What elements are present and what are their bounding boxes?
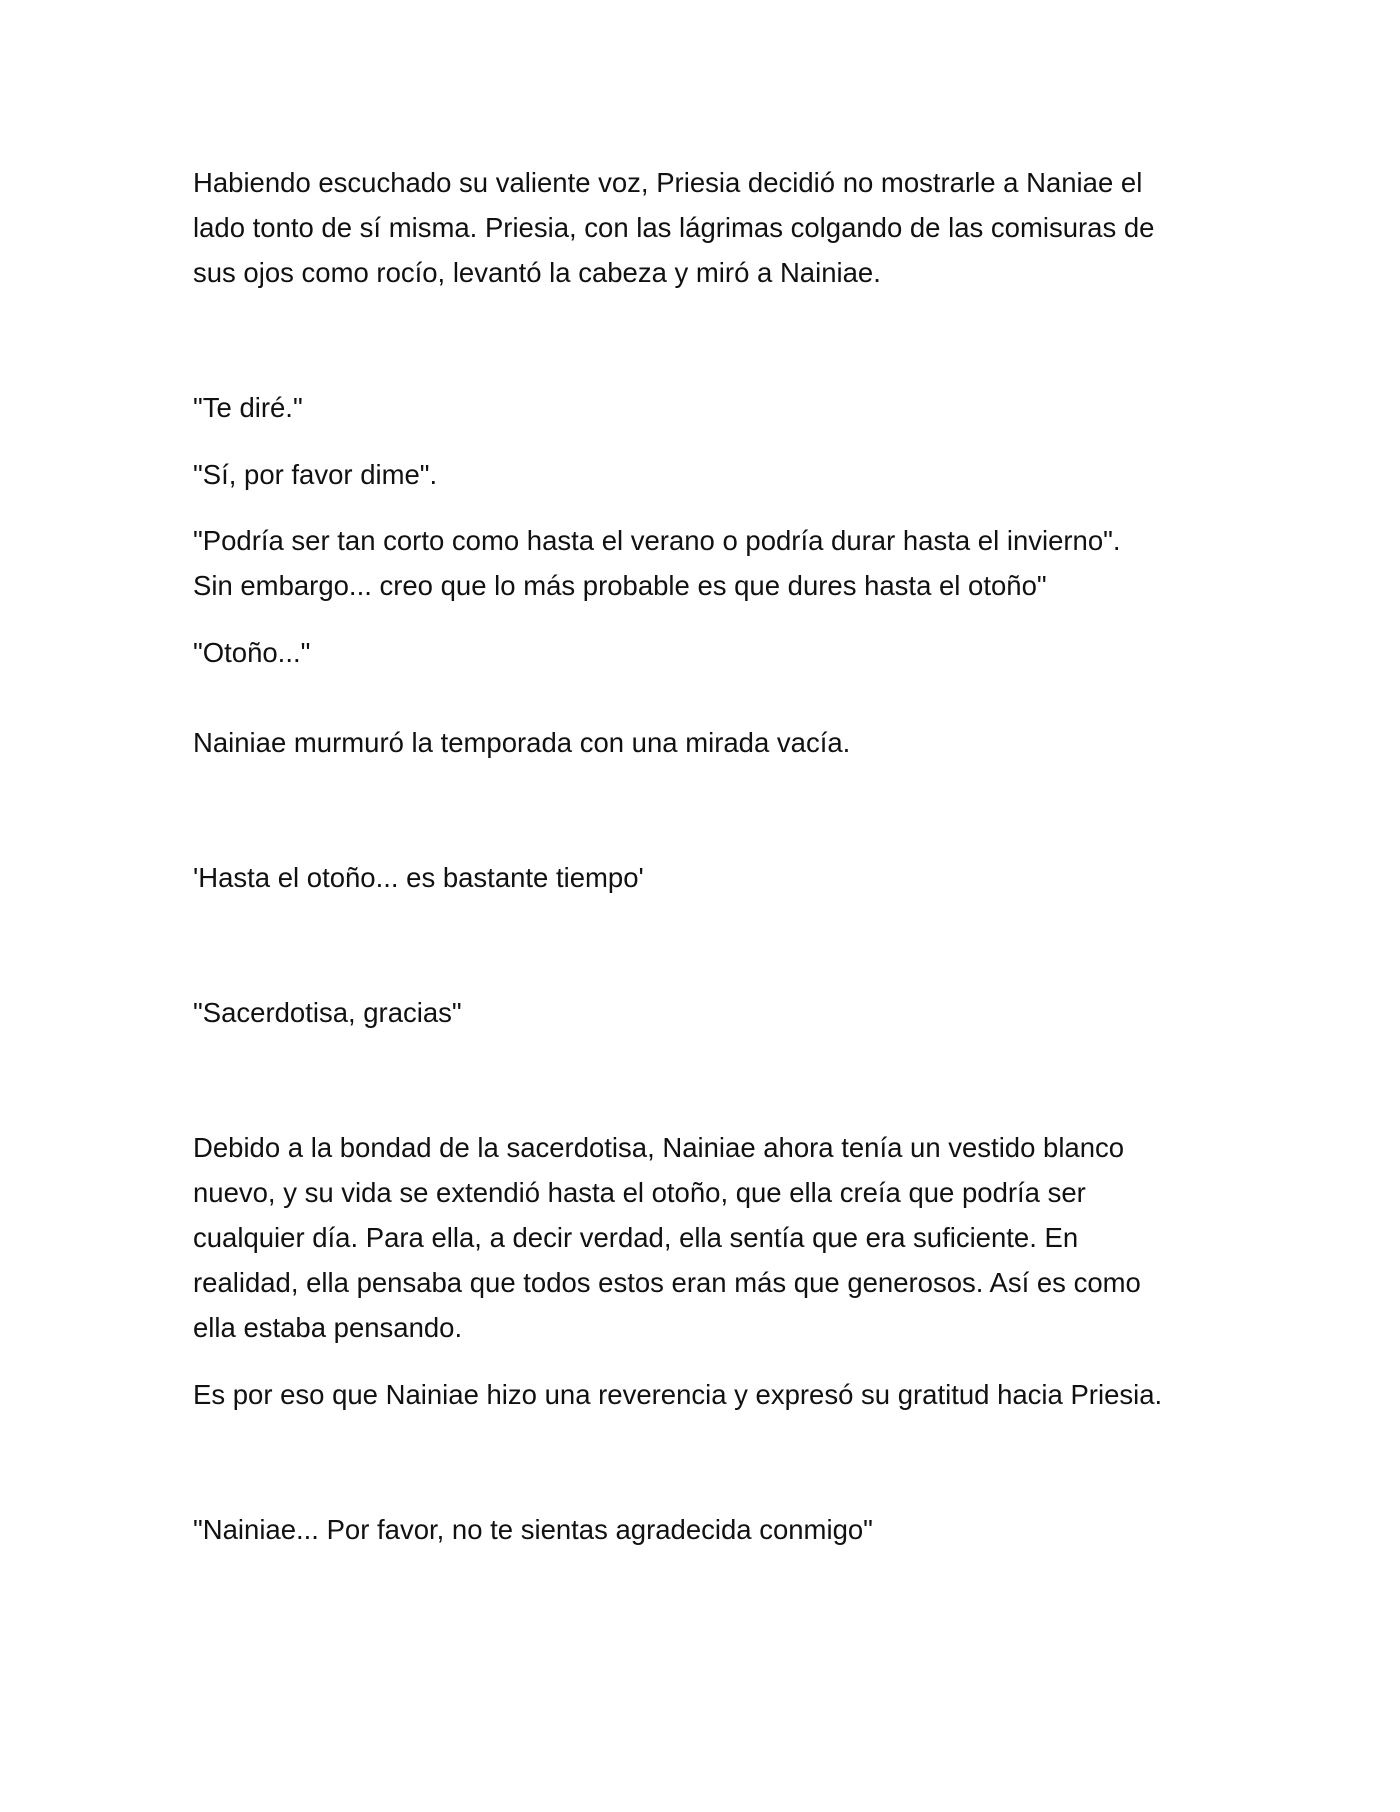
paragraph-line: "Te diré." (193, 392, 303, 423)
paragraph-line: Sin embargo... creo que lo más probable es que dures hasta el otoño" (193, 570, 1047, 601)
paragraph-10 (193, 1372, 1233, 1417)
paragraph-line: "Podría ser tan corto como hasta el verano o podría durar hasta el invierno". (193, 525, 1121, 556)
paragraph-line: Habiendo escuchado su valiente voz, Priesia decidió no mostrarle a Naniae el (193, 167, 1143, 198)
paragraph-line: lado tonto de sí misma. Priesia, con las lágrimas colgando de las comisuras de (193, 212, 1155, 243)
paragraph-line: Es por eso que Nainiae hizo una reverencia y expresó su gratitud hacia Priesia. (193, 1379, 1163, 1410)
paragraph-line: Debido a la bondad de la sacerdotisa, Nainiae ahora tenía un vestido blanco (193, 1132, 1125, 1163)
paragraph-5 (193, 630, 1233, 675)
paragraph-11 (193, 1507, 1233, 1552)
paragraph-line: 'Hasta el otoño... es bastante tiempo' (193, 862, 644, 893)
paragraph-3 (193, 452, 1233, 497)
paragraph-7 (193, 855, 1233, 900)
paragraph-line: "Otoño..." (193, 637, 311, 668)
paragraph-line: cualquier día. Para ella, a decir verdad, ella sentía que era suficiente. En (193, 1222, 1079, 1253)
paragraph-line: Nainiae murmuró la temporada con una mirada vacía. (193, 727, 851, 758)
paragraph-line: "Sacerdotisa, gracias" (193, 997, 462, 1028)
paragraph-1 (193, 160, 1233, 295)
paragraph-4 (193, 518, 1233, 608)
paragraph-6 (193, 720, 1233, 765)
paragraph-2 (193, 385, 1233, 430)
paragraph-9 (193, 1125, 1233, 1350)
paragraph-line: "Sí, por favor dime". (193, 459, 438, 490)
paragraph-line: "Nainiae... Por favor, no te sientas agradecida conmigo" (193, 1514, 873, 1545)
paragraph-line: nuevo, y su vida se extendió hasta el otoño, que ella creía que podría ser (193, 1177, 1086, 1208)
paragraph-line: realidad, ella pensaba que todos estos eran más que generosos. Así es como (193, 1267, 1141, 1298)
paragraph-8 (193, 990, 1233, 1035)
paragraph-line: sus ojos como rocío, levantó la cabeza y miró a Nainiae. (193, 257, 881, 288)
paragraph-line: ella estaba pensando. (193, 1312, 463, 1343)
